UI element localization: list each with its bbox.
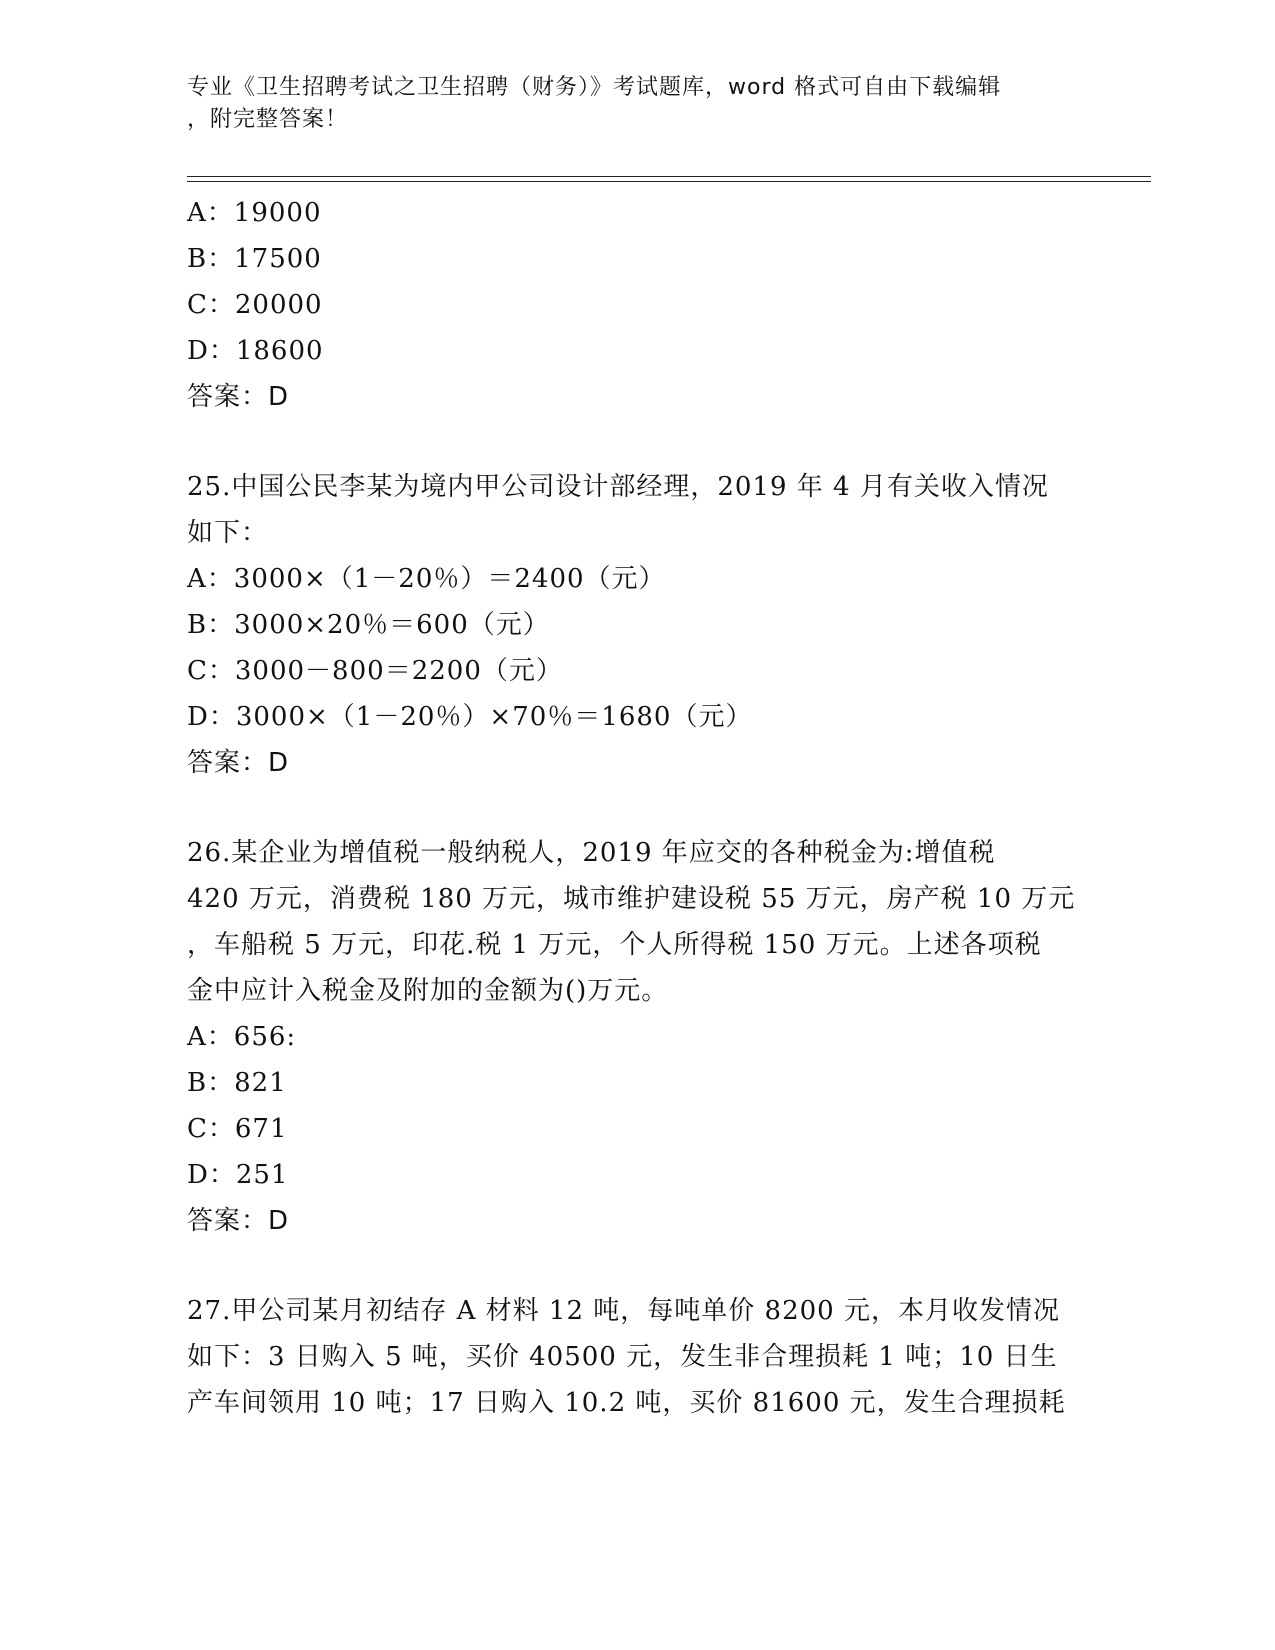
header-line-1: 专业《卫生招聘考试之卫生招聘（财务）》考试题库，word 格式可自由下载编辑 <box>187 75 1002 100</box>
document-body <box>187 190 1087 1426</box>
question-24 <box>187 190 1087 420</box>
option-a: A：3000×（1－20％）＝2400（元） <box>187 564 666 594</box>
question-stem-line: 如下：3 日购入 5 吨，买价 40500 元，发生非合理损耗 1 吨；10 日生 <box>187 1342 1058 1372</box>
option-c: C：20000 <box>187 290 323 320</box>
answer-line: 答案：D <box>187 382 290 412</box>
question-26 <box>187 830 1087 1244</box>
option-c: C：3000－800＝2200（元） <box>187 656 563 686</box>
header-divider-bottom <box>187 181 1151 182</box>
option-d: D：18600 <box>187 336 324 366</box>
option-d: D：251 <box>187 1160 289 1190</box>
question-stem-line: ，车船税 5 万元，印花.税 1 万元，个人所得税 150 万元。上述各项税 <box>187 930 1042 960</box>
section-gap <box>187 1244 1087 1288</box>
question-stem-line: 产车间领用 10 吨；17 日购入 10.2 吨，买价 81600 元，发生合理损耗 <box>187 1388 1066 1418</box>
question-stem-line: 420 万元，消费税 180 万元，城市维护建设税 55 万元，房产税 10 万元 <box>187 884 1076 914</box>
option-a: A：19000 <box>187 198 322 228</box>
question-stem-line: 如下： <box>187 518 269 548</box>
question-stem-line: 金中应计入税金及附加的金额为()万元。 <box>187 976 669 1006</box>
question-stem-line: 27.甲公司某月初结存 A 材料 12 吨，每吨单价 8200 元，本月收发情况 <box>187 1296 1060 1326</box>
document-header <box>187 72 1077 136</box>
header-line-2: ，附完整答案！ <box>187 107 349 132</box>
question-stem-line: 26.某企业为增值税一般纳税人，2019 年应交的各种税金为:增值税 <box>187 838 996 868</box>
question-27 <box>187 1288 1087 1426</box>
answer-line: 答案：D <box>187 748 290 778</box>
option-b: B：3000×20％＝600（元） <box>187 610 550 640</box>
option-c: C：671 <box>187 1114 288 1144</box>
section-gap <box>187 786 1087 830</box>
option-d: D：3000×（1－20％）×70％＝1680（元） <box>187 702 753 732</box>
option-b: B：821 <box>187 1068 287 1098</box>
option-b: B：17500 <box>187 244 322 274</box>
question-stem-line: 25.中国公民李某为境内甲公司设计部经理，2019 年 4 月有关收入情况 <box>187 472 1049 502</box>
option-a: A：656: <box>187 1022 297 1052</box>
question-25 <box>187 464 1087 786</box>
header-divider-top <box>187 176 1151 177</box>
section-gap <box>187 420 1087 464</box>
answer-line: 答案：D <box>187 1206 290 1236</box>
